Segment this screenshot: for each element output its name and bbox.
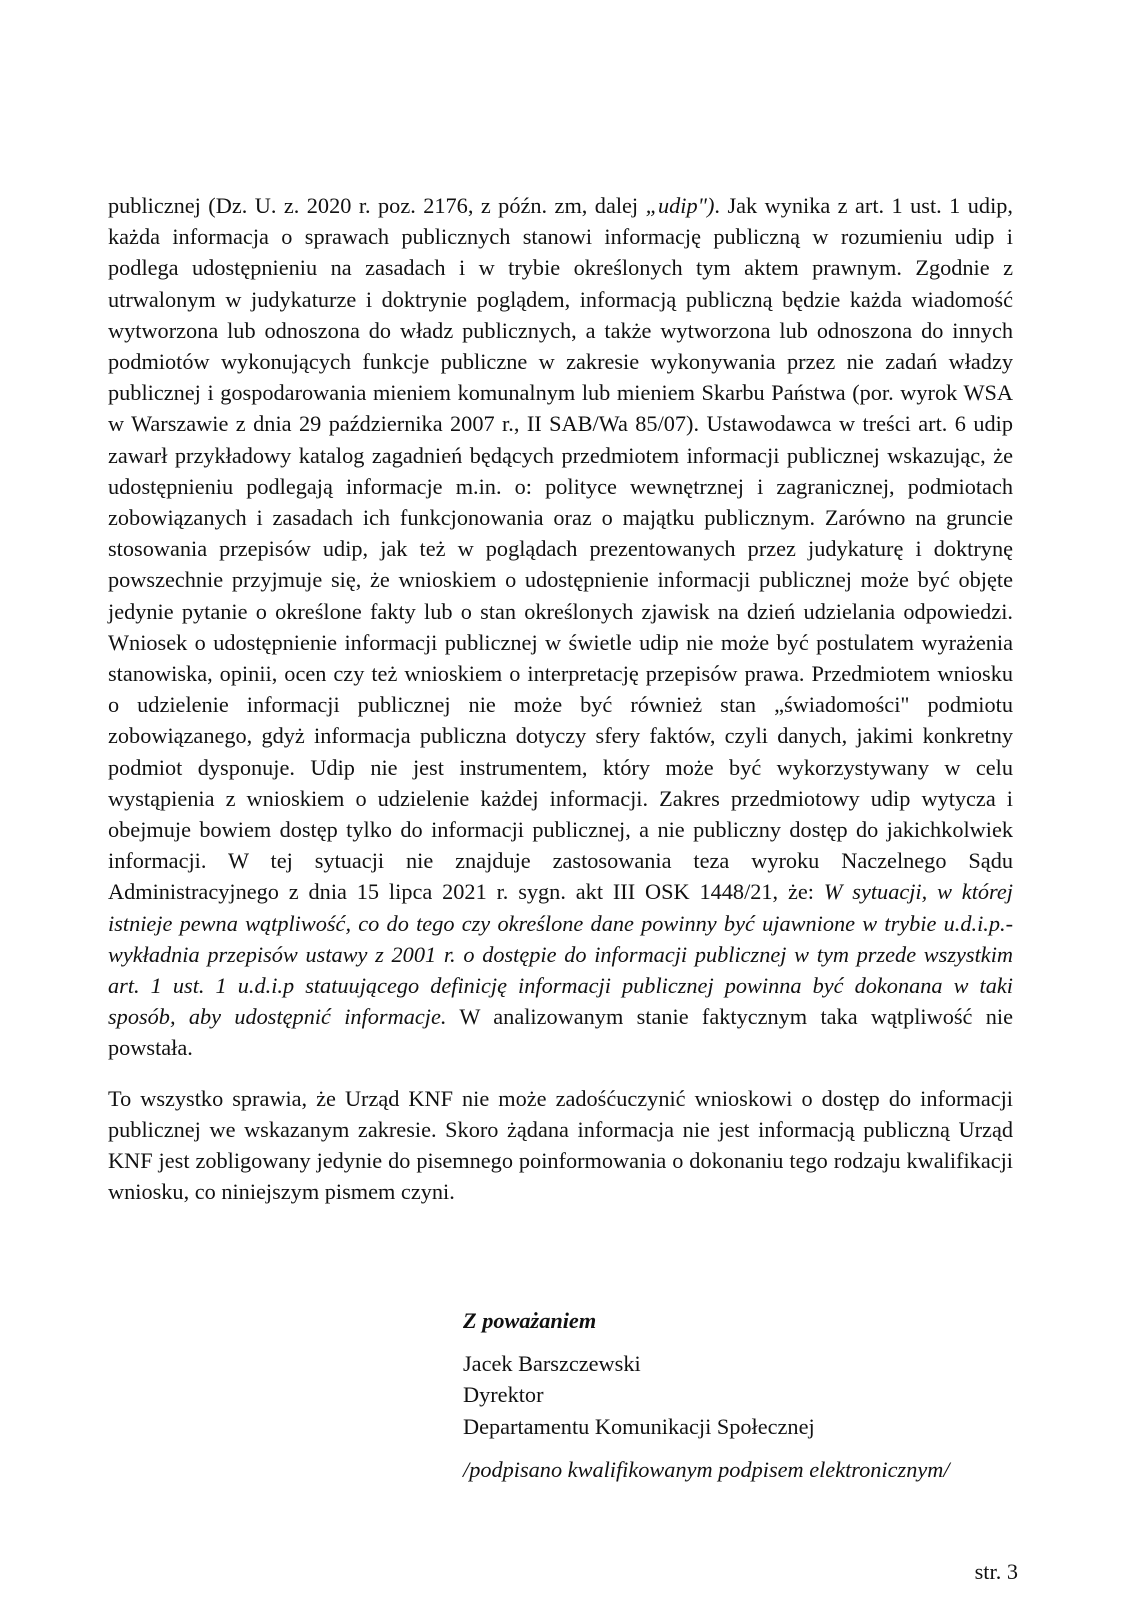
paragraph-1-text-3: W analizowanym stanie faktycznym taka wątpliwość nie powstała. bbox=[108, 1004, 1013, 1061]
body-paragraph-2: To wszystko sprawia, że Urząd KNF nie może zadośćuczynić wnioskowi o dostęp do informacji publicznej we wskazanym zakresie. Skoro żądana informacja nie jest informacją publiczną Urząd KNF jest zobligowany jedynie do pisemnego poinformowania o dokonaniu tego rodzaju kwalifikacji wniosku, co niniejszym pismem czyni. bbox=[108, 1085, 1013, 1205]
page-number: str. 3 bbox=[974, 1559, 1018, 1584]
paragraph-1-text-2: . Jak wynika z art. 1 ust. 1 udip, każda informacja o sprawach publicznych stanowi informację publiczną w rozumieniu udip i podlega udostępnieniu na zasadach i w trybie określonych tym aktem prawnym. Zgodnie z utrwalonym w judykaturze i doktrynie poglądem, informacją publiczną będzie każda wiadomość wytworzona lub odnoszona do władz publicznych, a także wytworzona lub odnoszona do innych podmiotów wykonujących funkcje publiczne w zakresie wykonywania przez nie zadań władzy publicznej i gospodarowania mieniem komunalnym lub mieniem Skarbu Państwa (por. wyrok WSA w Warszawie z dnia 29 października 2007 r., II SAB/Wa 85/07). Ustawodawca w treści art. 6 udip zawarł przykładowy katalog zagadnień będących przedmiotem informacji publicznej wskazując, że udostępnieniu podlegają informacje m.in. o: polityce wewnętrznej i zagranicznej, podmiotach zobowiązanych i zasadach ich funkcjonowania oraz o majątku publicznym. Zarówno na gruncie stosowania przepisów udip, jak też w poglądach prezentowanych przez judykaturę i doktrynę powszechnie przyjmuje się, że wnioskiem o udostępnienie informacji publicznej może być objęte jedynie pytanie o określone fakty lub o stan określonych zjawisk na dzień udzielania odpowiedzi. Wniosek o udostępnienie informacji publicznej w świetle udip nie może być postulatem wyrażenia stanowiska, opinii, ocen czy też wnioskiem o interpretację przepisów prawa. Przedmiotem wniosku o udzielenie informacji publicznej nie może być również stan „świadomości" podmiotu zobowiązanego, gdyż informacja publiczna dotyczy sfery faktów, czyli danych, jakimi konkretny podmiot dysponuje. Udip nie jest instrumentem, który może być wykorzystywany w celu wystąpienia z wnioskiem o udzielenie każdej informacji. Zakres przedmiotowy udip wytycza i obejmuje bowiem dostęp tylko do informacji publicznej, a nie publiczny dostęp do jakichkolwiek informacji. W tej sytuacji nie znajduje zastosowania teza wyroku Naczelnego Sądu Administracyjnego z dnia 15 lipca 2021 r. sygn. akt III OSK 1448/21, że: bbox=[108, 193, 1013, 905]
signature-block bbox=[463, 1305, 950, 1485]
paragraph-1-quoted-thesis: W sytuacji, w której istnieje pewna wątpliwość, co do tego czy określone dane powinny być ujawnione w trybie u.d.i.p.- wykładnia przepisów ustawy z 2001 r. o dostępie do informacji publicznej w tym przede wszystkim art. 1 ust. 1 u.d.i.p statuującego definicję informacji publicznej powinna być dokonana w taki sposób, aby udostępnić informacje. bbox=[108, 879, 1013, 1030]
paragraph-1-text-1: publicznej (Dz. U. z. 2020 r. poz. 2176, z późn. zm, dalej bbox=[108, 193, 646, 218]
body-paragraph-1 bbox=[108, 190, 1013, 1064]
signatory-name: Jacek Barszczewski bbox=[463, 1351, 641, 1377]
signature-closing: Z poważaniem bbox=[463, 1308, 597, 1333]
paragraph-1-abbrev-udip: „udip") bbox=[645, 193, 715, 218]
signatory-position: Dyrektor bbox=[463, 1382, 544, 1408]
electronic-signature-note: /podpisano kwalifikowanym podpisem elektronicznym/ bbox=[463, 1456, 950, 1482]
signatory-department: Departamentu Komunikacji Społecznej bbox=[463, 1413, 815, 1439]
letter-body bbox=[108, 190, 1013, 1208]
